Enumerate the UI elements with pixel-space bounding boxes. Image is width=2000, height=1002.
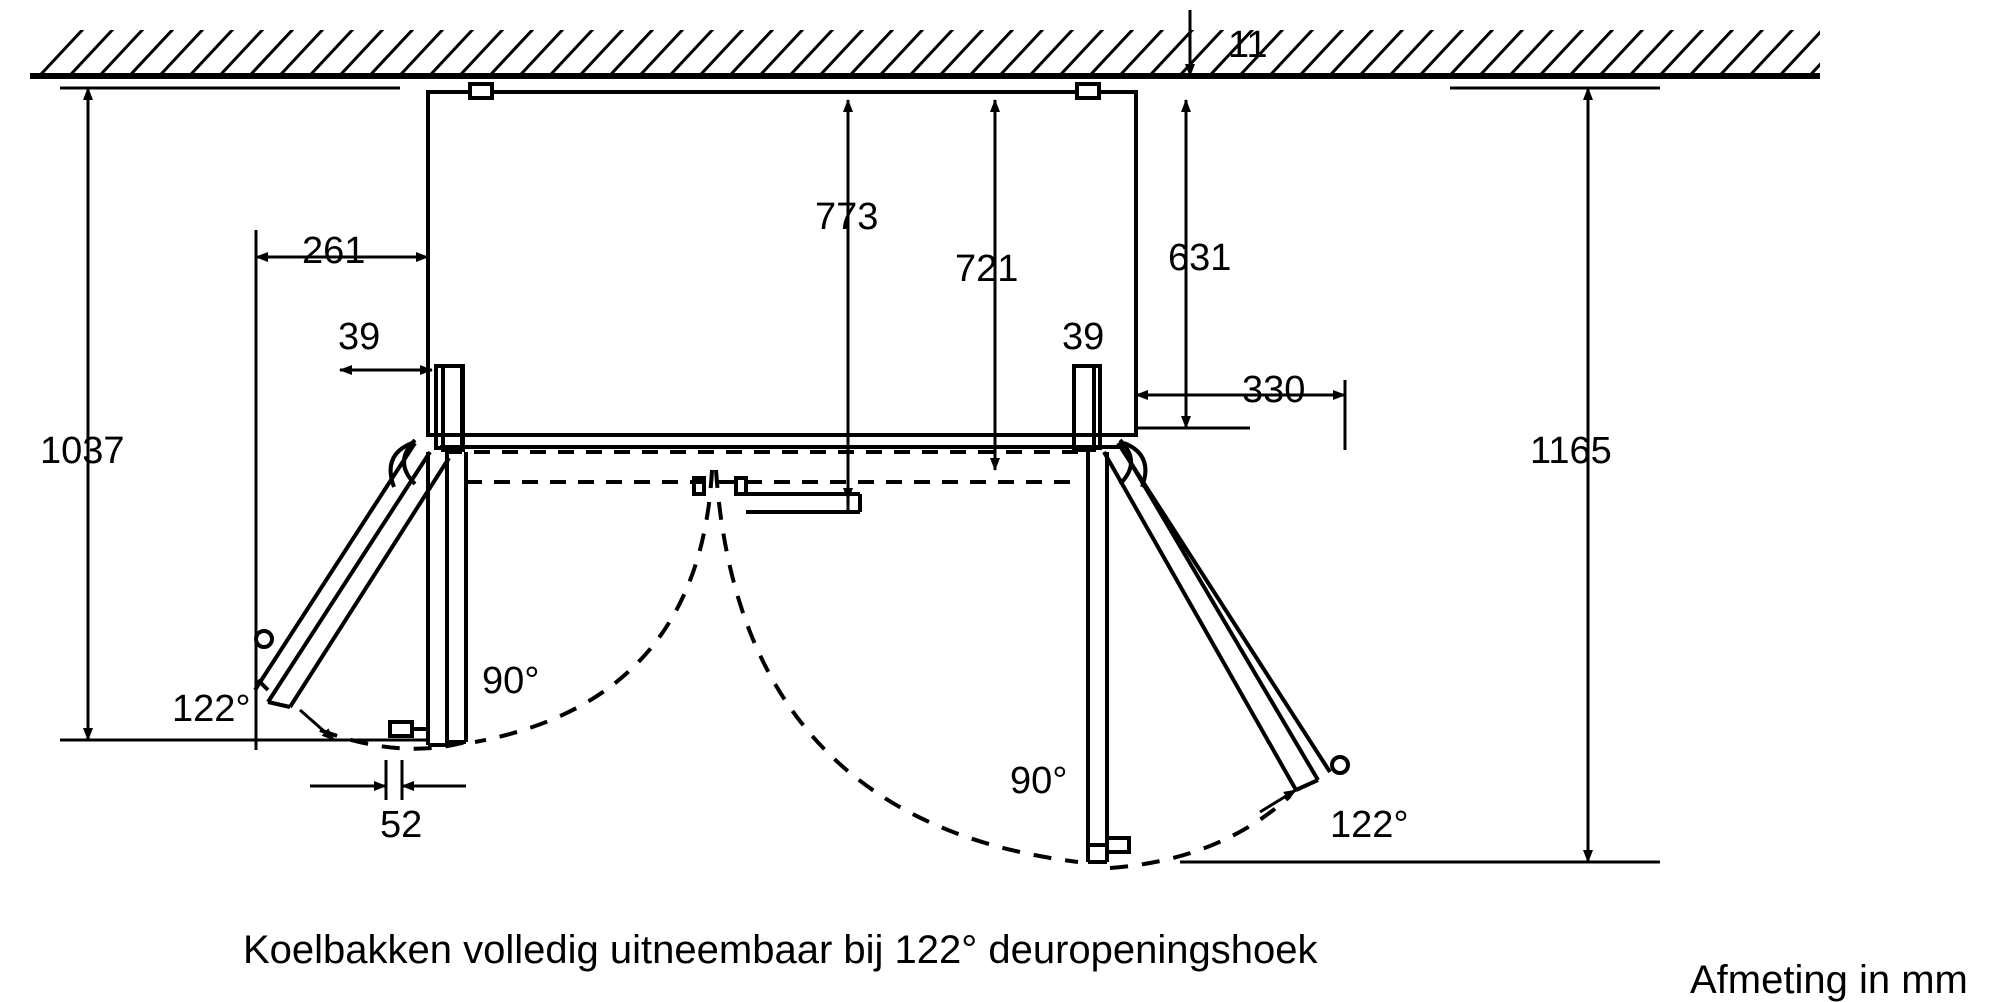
drawing-caption: Koelbakken volledig uitneembaar bij 122° deuropeningshoek <box>243 928 1318 972</box>
right-door-122deg <box>1104 443 1348 790</box>
dimension-label-721: 721 <box>955 248 1019 290</box>
dimension-label-261: 261 <box>302 230 366 272</box>
dimension-label-1037: 1037 <box>40 430 125 472</box>
cabinet-front-face <box>428 435 1136 447</box>
dimension-label-39-left: 39 <box>338 316 381 358</box>
dimension-label-773: 773 <box>815 196 879 238</box>
dimension-label-1165: 1165 <box>1530 430 1612 472</box>
dimension-label-11: 11 <box>1228 24 1268 66</box>
hinge-block-right <box>1074 366 1131 484</box>
dimension-label-52: 52 <box>380 804 423 846</box>
hinge-block-left <box>404 366 463 484</box>
angle-label-122-right: 122° <box>1330 804 1409 846</box>
interior-dashed-lines <box>446 452 1090 482</box>
dimension-label-39-right: 39 <box>1062 316 1105 358</box>
dimension-label-631: 631 <box>1168 237 1232 279</box>
right-door-90deg <box>1088 452 1129 862</box>
angle-label-90-left: 90° <box>482 660 540 702</box>
angle-label-90-right: 90° <box>1010 760 1068 802</box>
wall-hatching <box>30 26 1856 86</box>
cabinet-outline <box>428 84 1136 435</box>
dimension-label-330: 330 <box>1242 369 1306 411</box>
left-door-122deg <box>255 443 449 707</box>
unit-caption: Afmeting in mm <box>1690 958 1968 1002</box>
angle-label-122-left: 122° <box>172 688 251 730</box>
